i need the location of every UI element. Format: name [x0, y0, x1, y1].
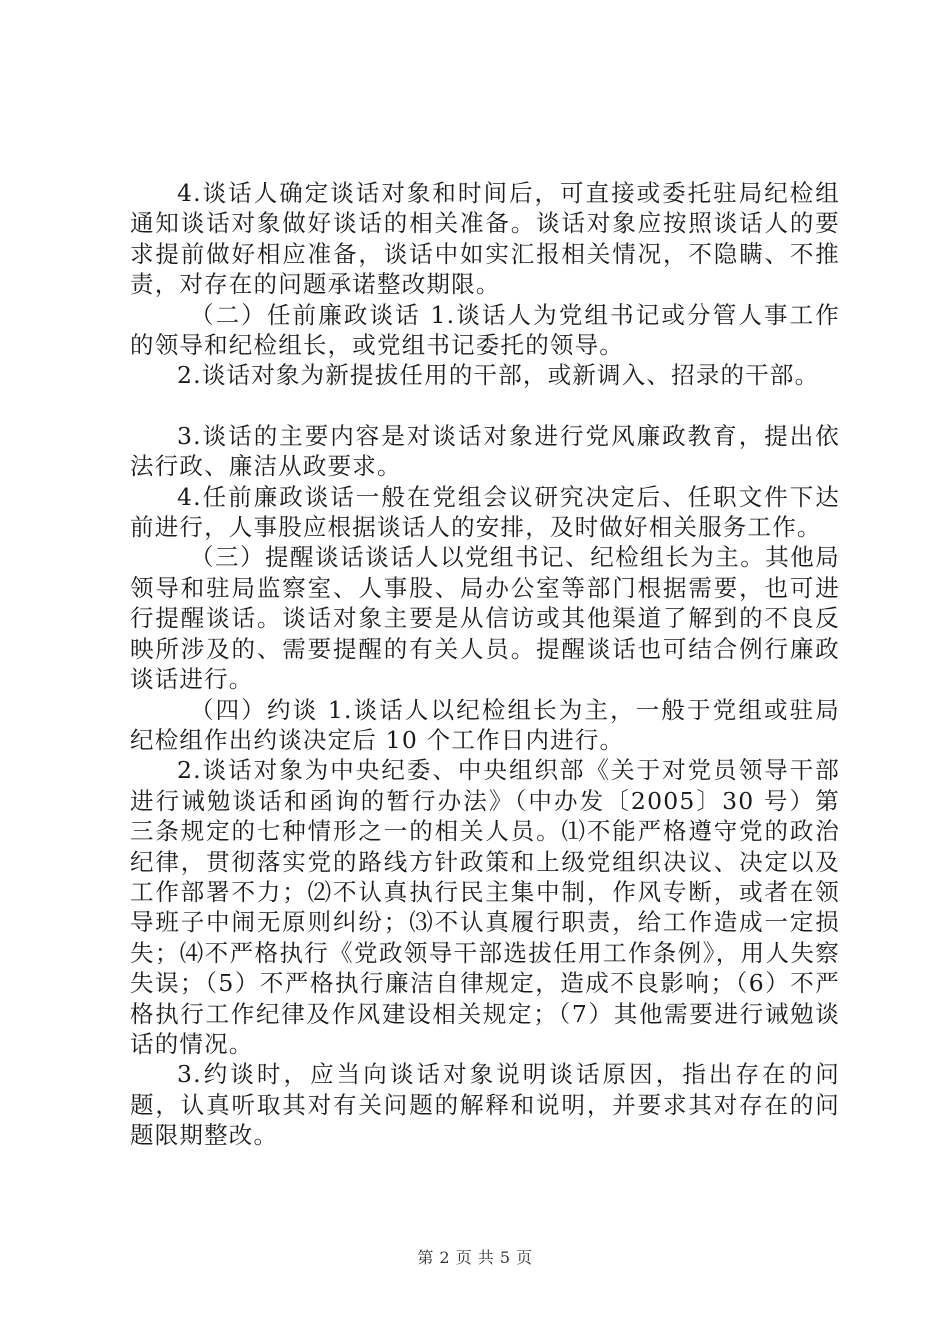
paragraph-interview: （四）约谈 1.谈话人以纪检组长为主，一般于党组或驻局纪检组作出约谈决定后 10 个工作日内进行。	[130, 695, 840, 754]
page-number-footer: 第 2 页 共 5 页	[417, 1248, 533, 1267]
paragraph-interview-target: 2.谈话对象为中央纪委、中央组织部《关于对党员领导干部进行诫勉谈话和函询的暂行办法》（中办发〔2005〕30 号）第三条规定的七种情形之一的相关人员。⑴不能严格遵守党的政治纪律，贯彻落实党的路线方针政策和上级党组织决议、决定以及工作部署不力；⑵不认真执行民主集中制，作风专断，或者在领导班子中闹无原则纠纷；⑶不认真履行职责，给工作造成一定损失；⑷不严格执行《党政领导干部选拔任用工作条例》，用人失察失误；（5）不严格执行廉洁自律规定，造成不良影响；（6）不严格执行工作纪律及作风建设相关规定；（7）其他需要进行诫勉谈话的情况。	[130, 756, 840, 1058]
document-body	[130, 178, 840, 1151]
paragraph-reminder-talk: （三）提醒谈话谈话人以党组书记、纪检组长为主。其他局领导和驻局监察室、人事股、局办公室等部门根据需要，也可进行提醒谈话。谈话对象主要是从信访或其他渠道了解到的不良反映所涉及的、需要提醒的有关人员。提醒谈话也可结合例行廉政谈话进行。	[130, 543, 840, 694]
paragraph-talk-content: 3.谈话的主要内容是对谈话对象进行党风廉政教育，提出依法行政、廉洁从政要求。	[130, 421, 840, 481]
paragraph-talk-timing: 4.任前廉政谈话一般在党组会议研究决定后、任职文件下达前进行，人事股应根据谈话人的安排，及时做好相关服务工作。	[130, 482, 840, 542]
paragraph-pre-appointment-talk: （二）任前廉政谈话 1.谈话人为党组书记或分管人事工作的领导和纪检组长，或党组书记委托的领导。	[130, 300, 840, 360]
paragraph-spacer	[130, 391, 840, 421]
paragraph-talk-target: 2.谈话对象为新提拔任用的干部，或新调入、招录的干部。	[177, 361, 820, 390]
paragraph-interview-procedure: 3.约谈时，应当向谈话对象说明谈话原因，指出存在的问题，认真听取其对有关问题的解释和说明，并要求其对存在的问题限期整改。	[130, 1060, 840, 1150]
paragraph-notice-preparation: 4.谈话人确定谈话对象和时间后，可直接或委托驻局纪检组通知谈话对象做好谈话的相关准备。谈话对象应按照谈话人的要求提前做好相应准备，谈话中如实汇报相关情况，不隐瞒、不推责，对存在的问题承诺整改期限。	[130, 179, 840, 299]
